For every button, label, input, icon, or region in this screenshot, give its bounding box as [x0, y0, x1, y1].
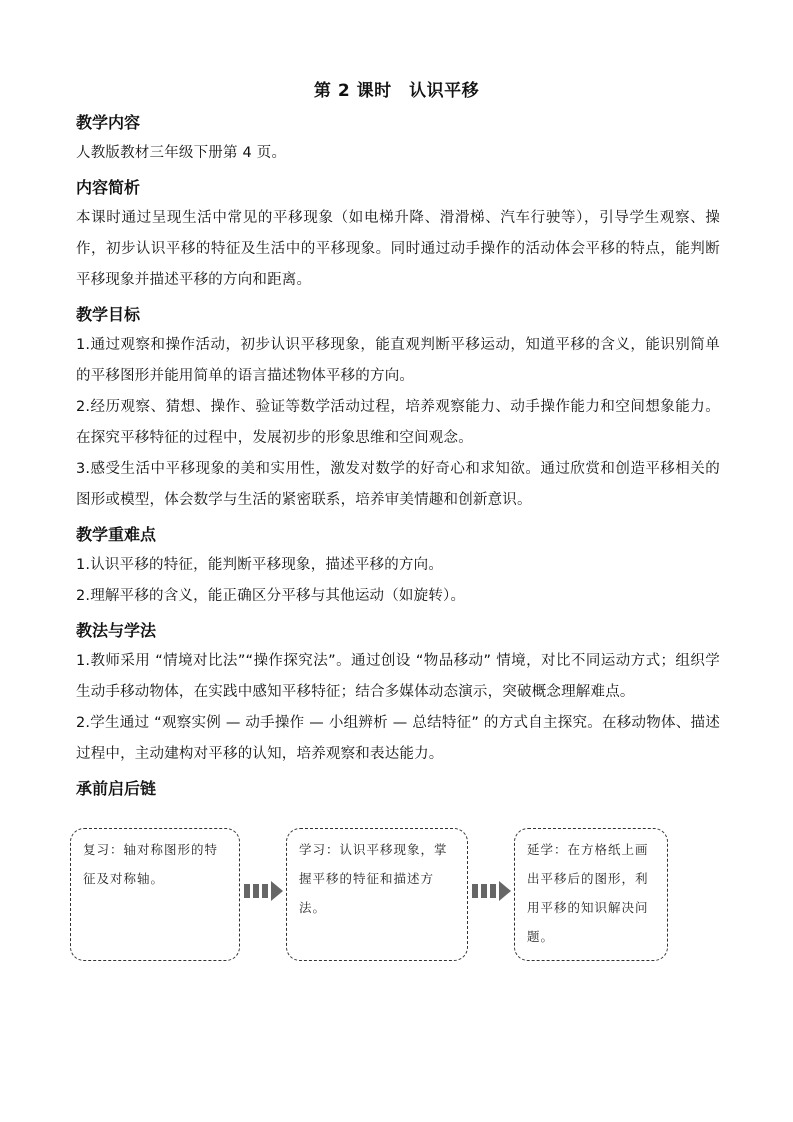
learning-box: 学习：认识平移现象，掌握平移的特征和描述方法。: [286, 828, 468, 961]
lesson-chain-diagram: [70, 826, 690, 966]
heading-chain: 承前启后链: [76, 779, 157, 798]
document-body: [76, 112, 720, 804]
heading-teaching-content: 教学内容: [76, 113, 141, 132]
goal-item: 1.通过观察和操作活动，初步认识平移现象，能直观判断平移运动，知道平移的含义，能识别简单的平移图形并能用简单的语言描述物体平移的方向。: [76, 337, 720, 384]
content-analysis-text: 本课时通过呈现生活中常见的平移现象（如电梯升降、滑滑梯、汽车行驶等），引导学生观察、操作，初步认识平移的特征及生活中的平移现象。同时通过动手操作的活动体会平移的特点，能判断平移现象并描述平移的方向和距离。: [76, 210, 720, 288]
lesson-title: 第 2 课时 认识平移: [313, 81, 480, 101]
method-item: 2.学生通过 “观察实例 — 动手操作 — 小组辨析 — 总结特征” 的方式自主探究。在移动物体、描述过程中，主动建构对平移的认知，培养观察和表达能力。: [76, 715, 720, 762]
method-item: 1.教师采用 “情境对比法”“操作探究法”。通过创设 “物品移动” 情境，对比不同运动方式；组织学生动手移动物体，在实践中感知平移特征；结合多媒体动态演示，突破概念理解难点。: [76, 653, 720, 700]
teaching-content-text: 人教版教材三年级下册第 4 页。: [76, 145, 287, 161]
review-box: 复习：轴对称图形的特征及对称轴。: [70, 828, 240, 961]
heading-teaching-goals: 教学目标: [76, 305, 141, 324]
heading-key-points: 教学重难点: [76, 525, 157, 544]
key-point-item: 1.认识平移的特征，能判断平移现象，描述平移的方向。: [76, 557, 444, 573]
arrow-right-icon: [472, 880, 512, 902]
arrow-right-icon: [244, 880, 284, 902]
goal-item: 2.经历观察、猜想、操作、验证等数学活动过程，培养观察能力、动手操作能力和空间想象能力。在探究平移特征的过程中，发展初步的形象思维和空间观念。: [76, 399, 720, 446]
key-point-item: 2.理解平移的含义，能正确区分平移与其他运动（如旋转）。: [76, 588, 466, 604]
extension-box: 延学：在方格纸上画出平移后的图形，利用平移的知识解决问题。: [514, 828, 668, 961]
heading-methods: 教法与学法: [76, 621, 157, 640]
goal-item: 3.感受生活中平移现象的美和实用性，激发对数学的好奇心和求知欲。通过欣赏和创造平移相关的图形或模型，体会数学与生活的紧密联系，培养审美情趣和创新意识。: [76, 461, 720, 508]
heading-content-analysis: 内容简析: [76, 178, 141, 197]
